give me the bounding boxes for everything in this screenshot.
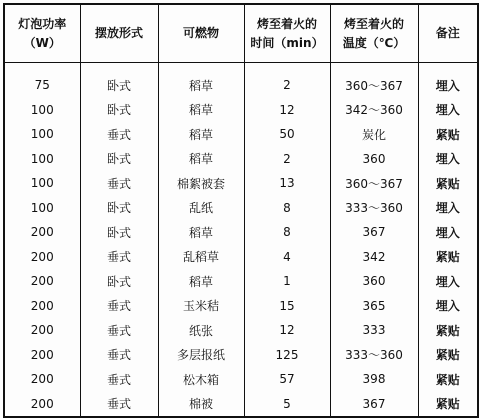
- cell-power: 75: [34, 78, 50, 93]
- cell-combustible: 棉被: [158, 392, 244, 418]
- cell-ignition-temperature: 炭化: [330, 122, 418, 147]
- cell-remark: 埋入: [418, 98, 478, 123]
- cell-combustible: 纸张: [158, 318, 244, 343]
- cell-ignition-time: 12: [244, 98, 330, 123]
- cell-ignition-temperature: 367: [330, 220, 418, 245]
- cell-ignition-temperature: 360: [330, 147, 418, 172]
- bulb-ignition-table: [3, 3, 479, 418]
- cell-placement: 卧式: [80, 196, 158, 221]
- cell-power: 200: [30, 347, 54, 362]
- table-row: [4, 294, 478, 319]
- cell-remark: 埋入: [418, 147, 478, 172]
- cell-ignition-time: 13: [244, 171, 330, 196]
- cell-combustible: 稻草: [158, 63, 244, 98]
- cell-power: 200: [30, 249, 54, 264]
- cell-ignition-time: 2: [244, 147, 330, 172]
- cell-remark: 紧贴: [418, 122, 478, 147]
- table-row: [4, 63, 478, 98]
- cell-ignition-temperature: 342: [330, 245, 418, 270]
- cell-remark: 紧贴: [418, 392, 478, 418]
- cell-ignition-time: 4: [244, 245, 330, 270]
- cell-placement: 垂式: [80, 318, 158, 343]
- table-row: [4, 220, 478, 245]
- cell-remark: 埋入: [418, 269, 478, 294]
- cell-power: 100: [30, 151, 54, 166]
- table-row: [4, 269, 478, 294]
- table-row: [4, 171, 478, 196]
- header-placement-line-1: 摆放形式: [94, 26, 143, 40]
- cell-combustible: 稻草: [158, 122, 244, 147]
- cell-ignition-temperature: 333～360: [330, 343, 418, 368]
- cell-placement: 垂式: [80, 343, 158, 368]
- header-ignition-time-line-2: 时间（min）: [250, 35, 324, 50]
- cell-combustible: 稻草: [158, 147, 244, 172]
- cell-ignition-temperature: 398: [330, 367, 418, 392]
- cell-combustible: 稻草: [158, 98, 244, 123]
- cell-ignition-temperature: 333～360: [330, 196, 418, 221]
- cell-ignition-temperature: 333: [330, 318, 418, 343]
- cell-ignition-time: 15: [244, 294, 330, 319]
- cell-ignition-time: 125: [244, 343, 330, 368]
- cell-ignition-time: 12: [244, 318, 330, 343]
- cell-power: 200: [30, 225, 54, 240]
- cell-power: 200: [30, 274, 54, 289]
- cell-combustible: 多层报纸: [158, 343, 244, 368]
- header-placement: [80, 4, 158, 63]
- cell-combustible: 稻草: [158, 269, 244, 294]
- cell-remark: 紧贴: [418, 343, 478, 368]
- cell-power: 200: [30, 323, 54, 338]
- table-row: [4, 196, 478, 221]
- cell-ignition-time: 57: [244, 367, 330, 392]
- cell-ignition-time: 50: [244, 122, 330, 147]
- cell-remark: 紧贴: [418, 367, 478, 392]
- cell-ignition-temperature: 342～360: [330, 98, 418, 123]
- header-remark-line-1: 备注: [435, 26, 460, 40]
- cell-ignition-time: 8: [244, 196, 330, 221]
- header-ignition-temperature-line-2: 温度（℃）: [342, 35, 406, 50]
- header-bulb-power: [4, 4, 80, 63]
- cell-placement: 垂式: [80, 171, 158, 196]
- table-row: [4, 318, 478, 343]
- cell-combustible: 乱稻草: [158, 245, 244, 270]
- cell-power: 100: [30, 200, 54, 215]
- header-bulb-power-line-2: （W）: [23, 35, 61, 50]
- table-header: [4, 4, 478, 63]
- cell-remark: 埋入: [418, 220, 478, 245]
- header-ignition-temperature-line-1: 烤至着火的: [343, 16, 404, 31]
- cell-remark: 埋入: [418, 63, 478, 98]
- header-row: [4, 4, 478, 63]
- table-row: [4, 245, 478, 270]
- table-row: [4, 392, 478, 418]
- cell-remark: 紧贴: [418, 245, 478, 270]
- cell-remark: 紧贴: [418, 318, 478, 343]
- cell-placement: 卧式: [80, 147, 158, 172]
- table-row: [4, 367, 478, 392]
- cell-ignition-temperature: 360: [330, 269, 418, 294]
- cell-combustible: 玉米秸: [158, 294, 244, 319]
- cell-ignition-time: 2: [244, 63, 330, 98]
- cell-ignition-temperature: 367: [330, 392, 418, 418]
- cell-ignition-temperature: 360～367: [330, 63, 418, 98]
- cell-remark: 紧贴: [418, 171, 478, 196]
- cell-placement: 卧式: [80, 269, 158, 294]
- cell-ignition-time: 5: [244, 392, 330, 418]
- cell-ignition-temperature: 365: [330, 294, 418, 319]
- header-ignition-time-line-1: 烤至着火的: [256, 16, 317, 31]
- cell-power: 200: [30, 396, 54, 411]
- cell-combustible: 松木箱: [158, 367, 244, 392]
- header-remark: [418, 4, 478, 63]
- cell-power: 100: [30, 176, 54, 191]
- header-bulb-power-line-1: 灯泡功率: [18, 16, 67, 31]
- cell-ignition-time: 8: [244, 220, 330, 245]
- table-row: [4, 147, 478, 172]
- table-row: [4, 343, 478, 368]
- header-ignition-time: [244, 4, 330, 63]
- table-row: [4, 122, 478, 147]
- cell-ignition-temperature: 360～367: [330, 171, 418, 196]
- cell-power: 100: [30, 127, 54, 142]
- cell-power: 100: [30, 102, 54, 117]
- table-body: [4, 63, 478, 418]
- cell-placement: 垂式: [80, 122, 158, 147]
- cell-remark: 埋入: [418, 294, 478, 319]
- cell-combustible: 乱纸: [158, 196, 244, 221]
- cell-placement: 卧式: [80, 220, 158, 245]
- cell-remark: 埋入: [418, 196, 478, 221]
- cell-placement: 卧式: [80, 98, 158, 123]
- header-combustible: [158, 4, 244, 63]
- cell-power: 200: [30, 298, 54, 313]
- table-row: [4, 98, 478, 123]
- cell-placement: 垂式: [80, 245, 158, 270]
- cell-ignition-time: 1: [244, 269, 330, 294]
- cell-combustible: 稻草: [158, 220, 244, 245]
- cell-placement: 垂式: [80, 392, 158, 418]
- header-ignition-temperature: [330, 4, 418, 63]
- header-combustible-line-1: 可燃物: [182, 26, 219, 40]
- cell-placement: 垂式: [80, 294, 158, 319]
- cell-placement: 卧式: [80, 63, 158, 98]
- cell-placement: 垂式: [80, 367, 158, 392]
- cell-power: 200: [30, 372, 54, 387]
- cell-combustible: 棉絮被套: [158, 171, 244, 196]
